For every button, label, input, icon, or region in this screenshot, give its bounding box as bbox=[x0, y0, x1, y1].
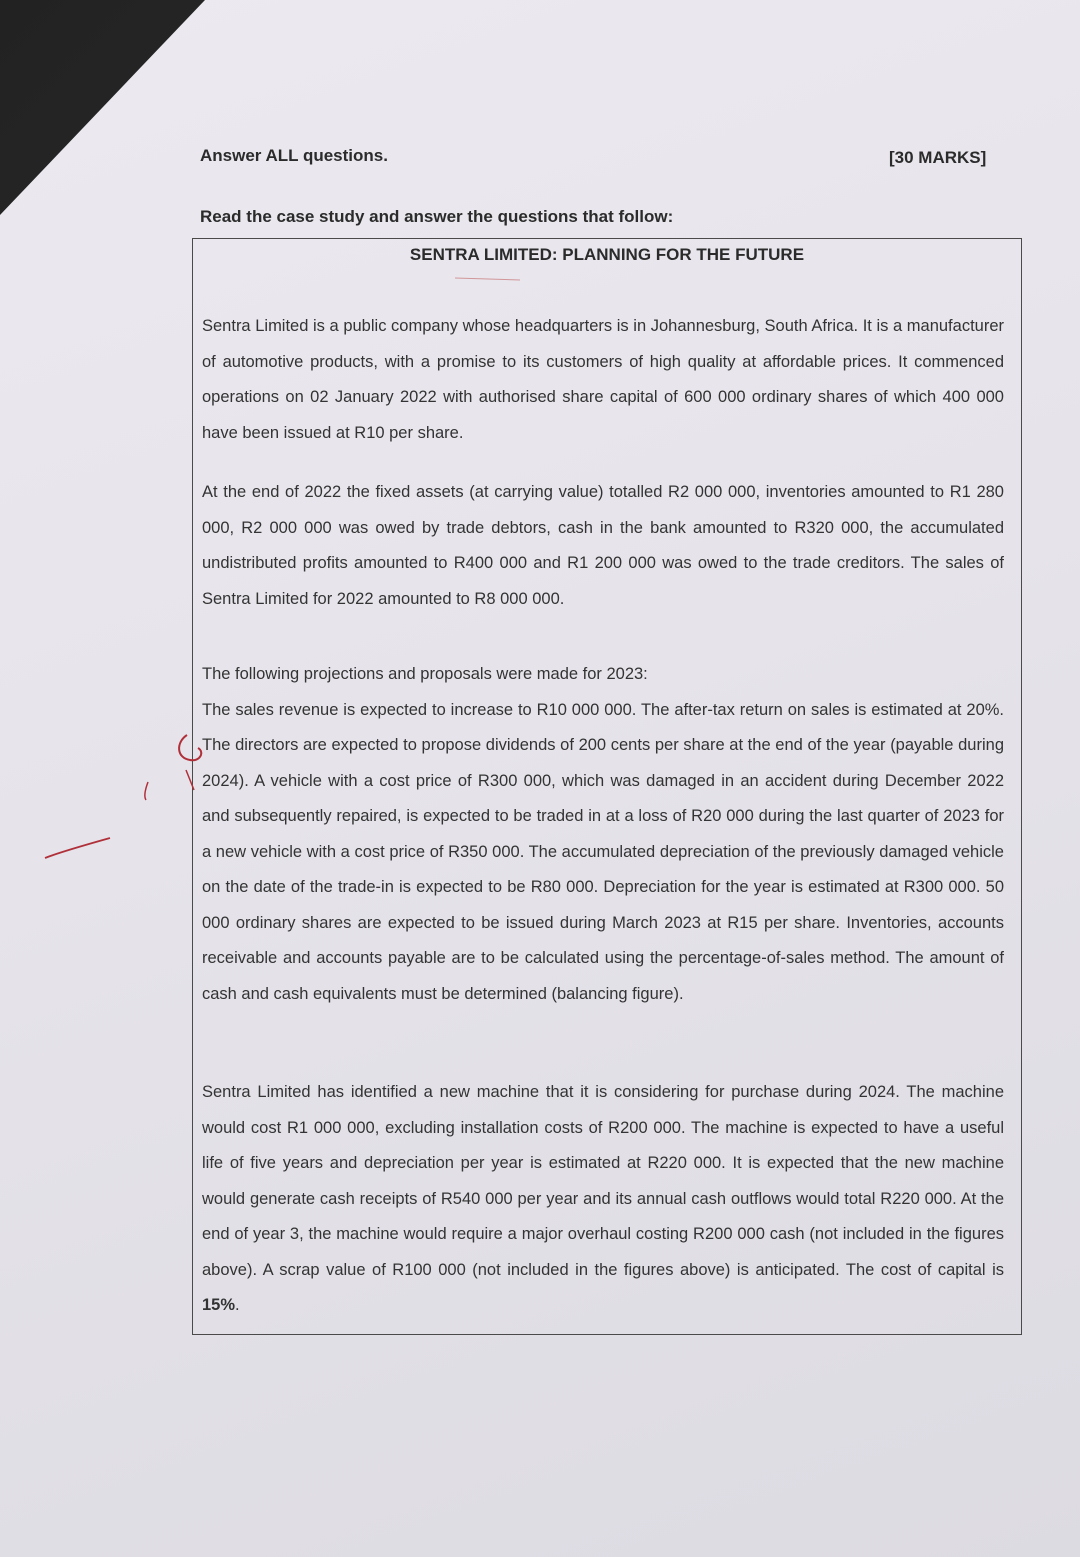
instruction-heading: Answer ALL questions. bbox=[200, 146, 388, 165]
case-study-title: SENTRA LIMITED: PLANNING FOR THE FUTURE bbox=[409, 245, 805, 264]
intro-text: Read the case study and answer the questions that follow: bbox=[200, 207, 674, 226]
case-study-box bbox=[192, 238, 1022, 1335]
paragraph-text: Sentra Limited is a public company whose headquarters is in Johannesburg, South Africa. It is a manufacturer of automotive products, with a promise to its customers of high quality at affordable prices. It commenced operations on 02 January 2022 with authorised share capital of 600 000 ordinary shares of which 400 000 have been issued at R10 per share. bbox=[202, 317, 1004, 442]
paragraph-body: Sentra Limited has identified a new machine that it is considering for purchase during 2024. The machine would cost R1 000 000, excluding installation costs of R200 000. The machine is expected to have a useful life of five years and depreciation per year is estimated at R220 000. It is expected that the new machine would generate cash receipts of R540 000 per year and its annual cash outflows would total R220 000. At the end of year 3, the machine would require a major overhaul costing R200 000 cash (not included in the figures above). A scrap value of R100 000 (not included in the figures above) is anticipated. The cost of capital is bbox=[202, 1083, 1004, 1279]
paragraph-2023-projections bbox=[202, 657, 1004, 1012]
paragraph-text: The sales revenue is expected to increase to R10 000 000. The after-tax return on sales is estimated at 20%. The directors are expected to propose dividends of 200 cents per share at the end of the year (payable during 2024). A vehicle with a cost price of R300 000, which was damaged in an accident during December 2022 and subsequently repaired, is expected to be traded in at a loss of R20 000 during the last quarter of 2023 for a new vehicle with a cost price of R350 000. The accumulated depreciation of the previously damaged vehicle on the date of the trade-in is expected to be R80 000. Depreciation for the year is estimated at R300 000. 50 000 ordinary shares are expected to be issued during March 2023 at R15 per share. Inventories, accounts receivable and accounts payable are to be calculated using the percentage-of-sales method. The amount of cash and cash equivalents must be determined (balancing figure). bbox=[202, 700, 1004, 1003]
paragraph-new-machine bbox=[202, 1075, 1004, 1324]
paragraph-2022-position bbox=[202, 475, 1004, 617]
paragraph-company-profile bbox=[202, 309, 1004, 451]
paragraph-end: . bbox=[235, 1296, 240, 1314]
marks-label: [30 MARKS] bbox=[889, 148, 987, 167]
cost-of-capital-value: 15% bbox=[202, 1296, 236, 1314]
paragraph-text: At the end of 2022 the fixed assets (at carrying value) totalled R2 000 000, inventories amounted to R1 280 000, R2 000 000 was owed by trade debtors, cash in the bank amounted to R320 000, the accumulated undistributed profits amounted to R400 000 and R1 200 000 was owed to the trade creditors. The sales of Sentra Limited for 2022 amounted to R8 000 000. bbox=[202, 483, 1004, 608]
paragraph-lead: The following projections and proposals were made for 2023: bbox=[202, 665, 648, 683]
paragraph-text bbox=[202, 1075, 1004, 1324]
